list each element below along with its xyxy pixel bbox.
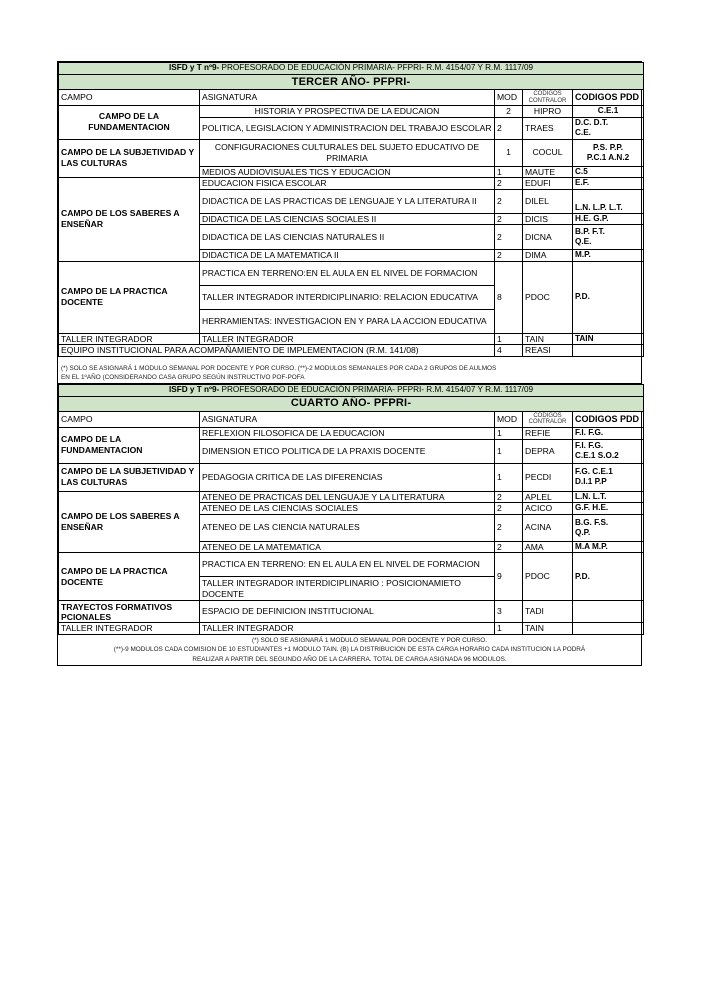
- pdd-cell: M.P.: [573, 250, 644, 262]
- mod-cell: 2: [495, 514, 523, 541]
- contralor-cell: REFIE: [523, 427, 573, 439]
- mod-cell: 8: [495, 261, 523, 333]
- col-codigos-contralor: CODIGOS CONTRALOR: [523, 90, 573, 106]
- contralor-cell: DICNA: [523, 225, 573, 250]
- asignatura-cell: PEDAGOGIA CRITICA DE LAS DIFERENCIAS: [200, 463, 495, 491]
- asignatura-cell: DIDACTICA DE LAS PRACTICAS DE LENGUAJE Y LA LITERATURA II: [200, 189, 495, 213]
- contralor-cell: DICIS: [523, 213, 573, 225]
- mod-cell: 1: [495, 139, 523, 166]
- campo-fundamentacion: CAMPO DE LA FUNDAMENTACION: [59, 427, 200, 463]
- contralor-cell: APLEL: [523, 491, 573, 503]
- asignatura-cell: HERRAMIENTAS: INVESTIGACION EN Y PARA LA ACCION EDUCATIVA: [200, 309, 495, 333]
- table-row: [59, 345, 644, 357]
- institution-text: PROFESORADO DE EDUCACIÓN PRIMARIA- PFPRI- R.M. 4154/07 Y R.M. 1117/09: [219, 384, 534, 394]
- asignatura-cell: ESPACIO DE DEFINICION INSTITUCIONAL: [200, 601, 495, 623]
- mod-cell: 2: [495, 225, 523, 250]
- pdd-cell: D.C. D.T. C.E.: [573, 117, 644, 139]
- third-year-table: [58, 62, 644, 357]
- campo-taller: TALLER INTEGRADOR: [59, 623, 200, 635]
- pdd-cell: M.A M.P.: [573, 541, 644, 553]
- contralor-cell: MAUTE: [523, 166, 573, 178]
- institution-prefix: ISFD y T nº9-: [168, 63, 220, 73]
- mod-cell: 2: [495, 189, 523, 213]
- note-line: (**)-9 MODULOS CADA COMISION DE 10 ESTUDIANTES +1 MODULO TAIN. (B) LA DISTRIBUCION DE ESTA CARGA HORARIO CADA INSTITUCION LA PODRÁ: [113, 646, 586, 653]
- table-row: [59, 463, 644, 491]
- asignatura-cell: ATENEO DE LAS CIENCIAS SOCIALES: [200, 503, 495, 515]
- contralor-cell: TAIN: [523, 623, 573, 635]
- institution-text: PROFESORADO DE EDUCACIÓN PRIMARIA- PFPRI- R.M. 4154/07 Y R.M. 1117/09: [219, 63, 534, 73]
- fourth-year-title-row: [59, 396, 644, 411]
- pdd-cell: P.S. P.P. P.C.1 A.N.2: [573, 139, 644, 166]
- asignatura-cell: TALLER INTEGRADOR INTERDICIPLINARIO: RELACION EDUCATIVA: [200, 285, 495, 309]
- asignatura-cell: DIDACTICA DE LA MATEMATICA II: [200, 250, 495, 262]
- asignatura-cell: POLITICA, LEGISLACION Y ADMINISTRACION DEL TRABAJO ESCOLAR: [200, 117, 495, 139]
- mod-cell: 2: [495, 250, 523, 262]
- col-asignatura: ASIGNATURA: [200, 90, 495, 106]
- campo-saberes: CAMPO DE LOS SABERES A ENSEÑAR: [59, 491, 200, 553]
- campo-saberes: CAMPO DE LOS SABERES A ENSEÑAR: [59, 178, 200, 262]
- pdd-cell: [573, 345, 644, 357]
- pdd-cell: B.G. F.S. Q.P.: [573, 514, 644, 541]
- contralor-cell: PDOC: [523, 261, 573, 333]
- note-line: (*) SOLO SE ASIGNARÁ 1 MODULO SEMANAL POR DOCENTE Y POR CURSO.: [252, 636, 487, 644]
- asignatura-cell: ATENEO DE LA MATEMATICA: [200, 541, 495, 553]
- table-row: [59, 427, 644, 439]
- note-line: EN EL 1ºAÑO (CONSIDERANDO CASA GRUPO SEGÚN INSTRUCTIVO POF-POFA: [61, 374, 305, 381]
- col-mod: MOD: [495, 411, 523, 427]
- mod-cell: 2: [495, 117, 523, 139]
- third-year-title: TERCER AÑO- PFPRI-: [59, 75, 644, 90]
- table-row: [59, 333, 644, 345]
- asignatura-cell: ATENEO DE PRACTICAS DEL LENGUAJE Y LA LITERATURA: [200, 491, 495, 503]
- mod-cell: 2: [495, 541, 523, 553]
- asignatura-cell: REFLEXION FILOSOFICA DE LA EDUCACION: [200, 427, 495, 439]
- pdd-cell: [573, 623, 644, 635]
- mod-cell: 4: [495, 345, 523, 357]
- asignatura-cell: TALLER INTEGRADOR INTERDICIPLINARIO : POSICIONAMIETO DOCENTE: [200, 577, 495, 601]
- col-campo: CAMPO: [59, 90, 200, 106]
- asignatura-cell: DIMENSION ETICO POLITICA DE LA PRAXIS DOCENTE: [200, 439, 495, 463]
- campo-practica: CAMPO DE LA PRACTICA DOCENTE: [59, 261, 200, 333]
- contralor-cell: TAIN: [523, 333, 573, 345]
- asignatura-cell: EDUCACION FISICA ESCOLAR: [200, 178, 495, 190]
- asignatura-cell: TALLER INTEGRADOR: [200, 333, 495, 345]
- third-year-notes: [58, 357, 641, 384]
- contralor-cell: REASI: [523, 345, 573, 357]
- mod-cell: 1: [495, 333, 523, 345]
- campo-subjetividad: CAMPO DE LA SUBJETIVIDAD Y LAS CULTURAS: [59, 139, 200, 178]
- contralor-cell: EDUFI: [523, 178, 573, 190]
- equipo-cell: EQUIPO INSTITUCIONAL PARA ACOMPAÑAMIENTO DE IMPLEMENTACION (R.M. 141/08): [59, 345, 495, 357]
- mod-cell: 3: [495, 601, 523, 623]
- contralor-cell: DILEL: [523, 189, 573, 213]
- institution-header: [59, 63, 644, 75]
- mod-cell: 2: [495, 106, 523, 118]
- table-row: [59, 601, 644, 623]
- campo-fundamentacion: CAMPO DE LA FUNDAMENTACION: [59, 106, 200, 140]
- asignatura-cell: TALLER INTEGRADOR: [200, 623, 495, 635]
- note-line: (*) SOLO SE ASIGNARÁ 1 MODULO SEMANAL POR DOCENTE Y POR CURSO. (**)-2 MODULOS SEMANALES POR CADA 2 GRUPOS DE AULMOS: [61, 364, 497, 372]
- contralor-cell: ACINA: [523, 514, 573, 541]
- pdd-cell: F.I. F.G. C.E.1 S.O.2: [573, 439, 644, 463]
- table-row: [59, 139, 644, 166]
- pdd-cell: H.E. G.P.: [573, 213, 644, 225]
- col-codigos-pdd: CODIGOS PDD: [573, 90, 644, 106]
- mod-cell: 1: [495, 427, 523, 439]
- contralor-cell: HIPRO: [523, 106, 573, 118]
- note-line: REALIZAR A PARTIR DEL SEGUNDO AÑO DE LA CARRERA. TOTAL DE CARGA ASIGNADA 96 MODULOS.: [192, 655, 507, 663]
- pdd-cell: C.E.1: [573, 106, 644, 118]
- pdd-cell: [573, 601, 644, 623]
- mod-cell: 1: [495, 623, 523, 635]
- col-codigos-contralor: CODIGOS CONTRALOR: [523, 411, 573, 427]
- pdd-cell: L.N. L.T.: [573, 491, 644, 503]
- pdd-cell: P.D.: [573, 261, 644, 333]
- contralor-cell: TRAES: [523, 117, 573, 139]
- mod-cell: 9: [495, 553, 523, 601]
- mod-cell: 2: [495, 491, 523, 503]
- asignatura-cell: MEDIOS AUDIOVISUALES TICS Y EDUCACION: [200, 166, 495, 178]
- institution-prefix: ISFD y T nº9-: [168, 384, 220, 394]
- pdd-cell: C.5: [573, 166, 644, 178]
- table-row: [59, 623, 644, 635]
- contralor-cell: TADI: [523, 601, 573, 623]
- table-row: [59, 491, 644, 503]
- pdd-cell: B.P. F.T. Q.E.: [573, 225, 644, 250]
- table-row: [59, 178, 644, 190]
- pdd-cell: E.F.: [573, 178, 644, 190]
- third-year-title-row: [59, 75, 644, 90]
- contralor-cell: PDOC: [523, 553, 573, 601]
- col-campo: CAMPO: [59, 411, 200, 427]
- contralor-cell: PECDI: [523, 463, 573, 491]
- pdd-cell: TAIN: [573, 333, 644, 345]
- campo-practica: CAMPO DE LA PRACTICA DOCENTE: [59, 553, 200, 601]
- fourth-year-table: [58, 384, 644, 635]
- fourth-year-notes: [58, 635, 641, 665]
- asignatura-cell: DIDACTICA DE LAS CIENCIAS SOCIALES II: [200, 213, 495, 225]
- mod-cell: 1: [495, 463, 523, 491]
- contralor-cell: COCUL: [523, 139, 573, 166]
- contralor-cell: DIMA: [523, 250, 573, 262]
- table-row: [59, 106, 644, 118]
- fourth-year-title: CUARTO AÑO- PFPRI-: [59, 396, 644, 411]
- asignatura-cell: PRACTICA EN TERRENO: EN EL AULA EN EL NIVEL DE FORMACION: [200, 553, 495, 577]
- column-header-row: [59, 411, 644, 427]
- contralor-cell: AMA: [523, 541, 573, 553]
- mod-cell: 2: [495, 213, 523, 225]
- col-codigos-pdd: CODIGOS PDD: [573, 411, 644, 427]
- pdd-cell: F.G. C.E.1 D.I.1 P.P: [573, 463, 644, 491]
- asignatura-cell: CONFIGURACIONES CULTURALES DEL SUJETO EDUCATIVO DE PRIMARIA: [200, 139, 495, 166]
- asignatura-cell: HISTORIA Y PROSPECTIVA DE LA EDUCAION: [200, 106, 495, 118]
- col-asignatura: ASIGNATURA: [200, 411, 495, 427]
- mod-cell: 1: [495, 166, 523, 178]
- pdd-cell: F.I. F.G.: [573, 427, 644, 439]
- pdd-cell: G.F. H.E.: [573, 503, 644, 515]
- asignatura-cell: PRACTICA EN TERRENO:EN EL AULA EN EL NIVEL DE FORMACION: [200, 261, 495, 285]
- campo-trayectos: TRAYECTOS FORMATIVOS PCIONALES: [59, 601, 200, 623]
- document-sheet: [57, 61, 642, 666]
- mod-cell: 2: [495, 178, 523, 190]
- table-row: [59, 553, 644, 577]
- pdd-cell: L.N. L.P. L.T.: [573, 189, 644, 213]
- mod-cell: 2: [495, 503, 523, 515]
- col-mod: MOD: [495, 90, 523, 106]
- institution-header: [59, 384, 644, 396]
- campo-subjetividad: CAMPO DE LA SUBJETIVIDAD Y LAS CULTURAS: [59, 463, 200, 491]
- contralor-cell: DEPRA: [523, 439, 573, 463]
- asignatura-cell: ATENEO DE LAS CIENCIA NATURALES: [200, 514, 495, 541]
- pdd-cell: P.D.: [573, 553, 644, 601]
- mod-cell: 1: [495, 439, 523, 463]
- table-row: [59, 261, 644, 285]
- contralor-cell: ACICO: [523, 503, 573, 515]
- campo-taller: TALLER INTEGRADOR: [59, 333, 200, 345]
- column-header-row: [59, 90, 644, 106]
- asignatura-cell: DIDACTICA DE LAS CIENCIAS NATURALES II: [200, 225, 495, 250]
